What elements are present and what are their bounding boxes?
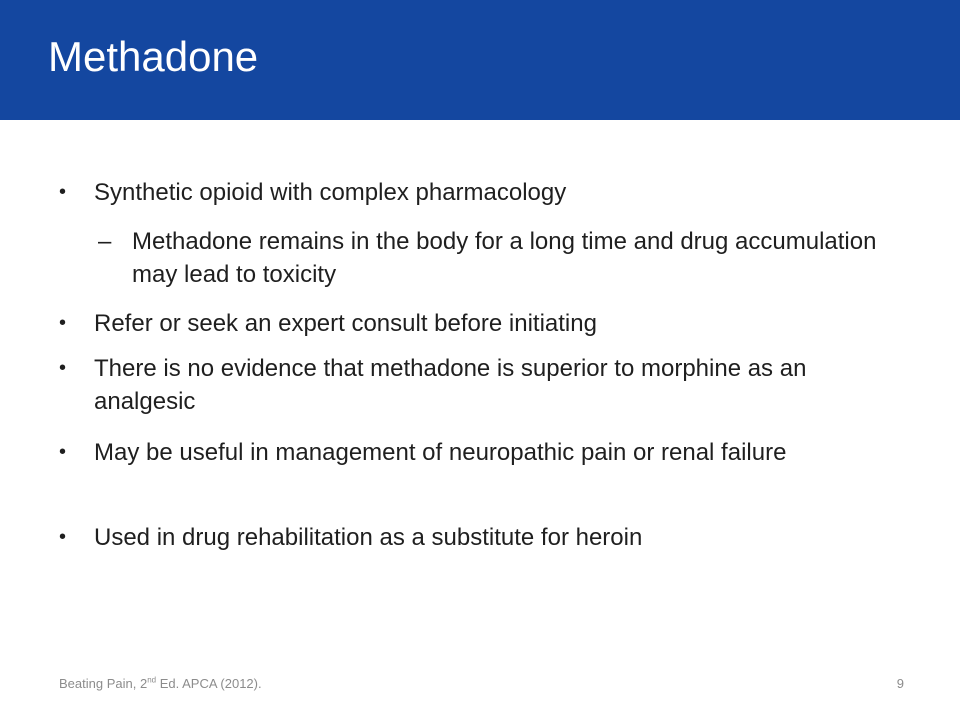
slide-title: Methadone [48,33,259,80]
bullet-marker: • [59,181,67,203]
footer-source [59,676,262,691]
source-prefix: Beating Pain, 2 [59,676,148,691]
bullet-marker: • [59,357,67,379]
bullet-text: Refer or seek an expert consult before initiating [94,310,597,337]
sub-bullet-marker: – [98,228,112,255]
bullet-text: There is no evidence that methadone is superior to morphine as an analgesic [94,355,807,415]
sub-bullet-text: Methadone remains in the body for a long time and drug accumulation may lead to toxicity [132,228,877,288]
source-suffix: Ed. APCA (2012). [156,676,262,691]
page-number: 9 [896,676,904,691]
source-superscript: nd [147,675,157,685]
bullet-text: Used in drug rehabilitation as a substitute for heroin [94,524,643,551]
bullet-text: May be useful in management of neuropathic pain or renal failure [94,439,787,466]
bullet-marker: • [59,441,67,463]
bullet-marker: • [59,526,67,548]
bullet-marker: • [59,312,67,334]
bullet-text: Synthetic opioid with complex pharmacology [94,179,567,206]
